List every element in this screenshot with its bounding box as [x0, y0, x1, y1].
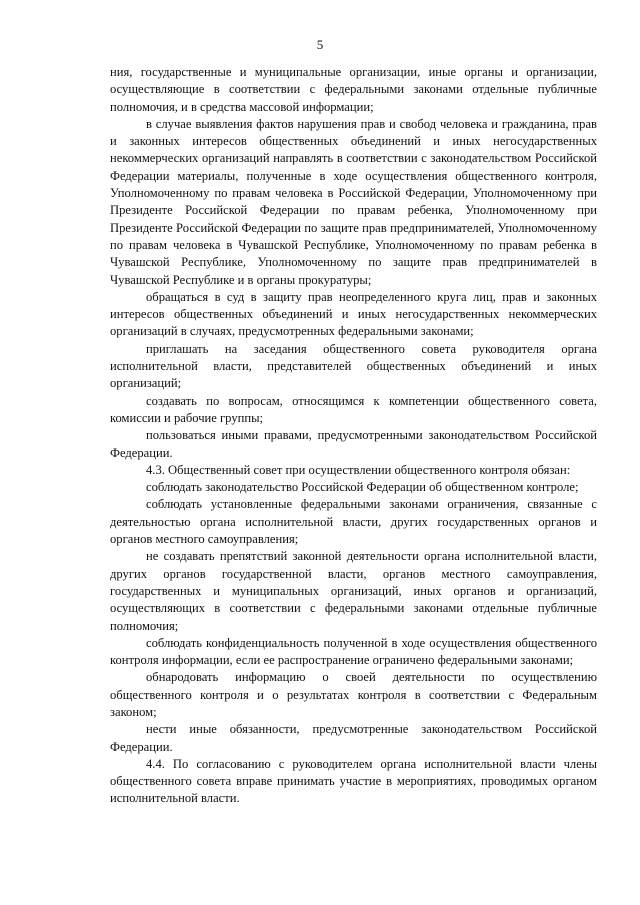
- paragraph-publish-information: обнародовать информацию о своей деятельности по осуществлению общественного контроля и о результатах контроля в соответствии с Федеральным законом;: [110, 670, 597, 719]
- paragraph-no-obstacles: не создавать препятствий законной деятельности органа исполнительной власти, других органов государственной власти, органов местного самоуправления, государственных и муниципальных организаций, иных органов и организаций, осуществляющих в соответствии с федеральными законами отдельные публичные полномочия;: [110, 549, 597, 633]
- paragraph-section-4-3: 4.3. Общественный совет при осуществлении общественного контроля обязан:: [146, 462, 571, 477]
- paragraph-invite-to-meetings: приглашать на заседания общественного совета руководителя органа исполнительной власти, представителей общественных объединений и иных организаций;: [110, 341, 597, 391]
- paragraph-comply-restrictions: соблюдать установленные федеральными законами ограничения, связанные с деятельностью органа исполнительной власти, других государственных органов и органов местного самоуправления;: [110, 497, 597, 547]
- document-body: [110, 64, 597, 808]
- paragraph-court-appeal: обращаться в суд в защиту прав неопределенного круга лиц, прав и законных интересов общественных объединений и иных негосударственных некоммерческих организаций в случаях, предусмотренных федеральными законами;: [110, 289, 597, 339]
- paragraph-other-duties: нести иные обязанности, предусмотренные законодательством Российской Федерации.: [110, 722, 597, 754]
- paragraph-confidentiality: соблюдать конфиденциальность полученной в ходе осуществления общественного контроля информации, если ее распространение ограничено федеральными законами;: [110, 635, 597, 668]
- paragraph-create-commissions: создавать по вопросам, относящимся к компетенции общественного совета, комиссии и рабочие группы;: [110, 393, 597, 425]
- paragraph-other-rights: пользоваться иными правами, предусмотренными законодательством Российской Федерации.: [110, 428, 597, 460]
- paragraph-section-4-4: 4.4. По согласованию с руководителем органа исполнительной власти члены общественного совета вправе принимать участие в мероприятиях, проводимых органом исполнительной власти.: [110, 756, 597, 806]
- paragraph-comply-legislation: соблюдать законодательство Российской Федерации об общественном контроле;: [146, 480, 579, 495]
- paragraph-continuation: ния, государственные и муниципальные организации, иные органы и организации, осуществляющие в соответствии с федеральными законами отдельные публичные полномочия, и в средства массовой информации;: [110, 65, 597, 114]
- page-number: 5: [316, 37, 324, 52]
- paragraph-report-violations: в случае выявления фактов нарушения прав и свобод человека и гражданина, прав и законных интересов общественных объединений и иных негосударственных некоммерческих организаций направлять в соответствии с законодательством Российской Федерации материалы, полученные в ходе осуществления общественного контроля, Уполномоченному по правам человека в Российской Федерации, Уполномоченному при Президенте Российской Федерации по правам ребенка, Уполномоченному при Президенте Российской Федерации по защите прав предпринимателей, Уполномоченному по правам человека в Чувашской Республике, Уполномоченному по правам ребенка в Чувашской Республике, Уполномоченному по защите прав предпринимателей в Чувашской Республике и в органы прокуратуры;: [110, 116, 597, 287]
